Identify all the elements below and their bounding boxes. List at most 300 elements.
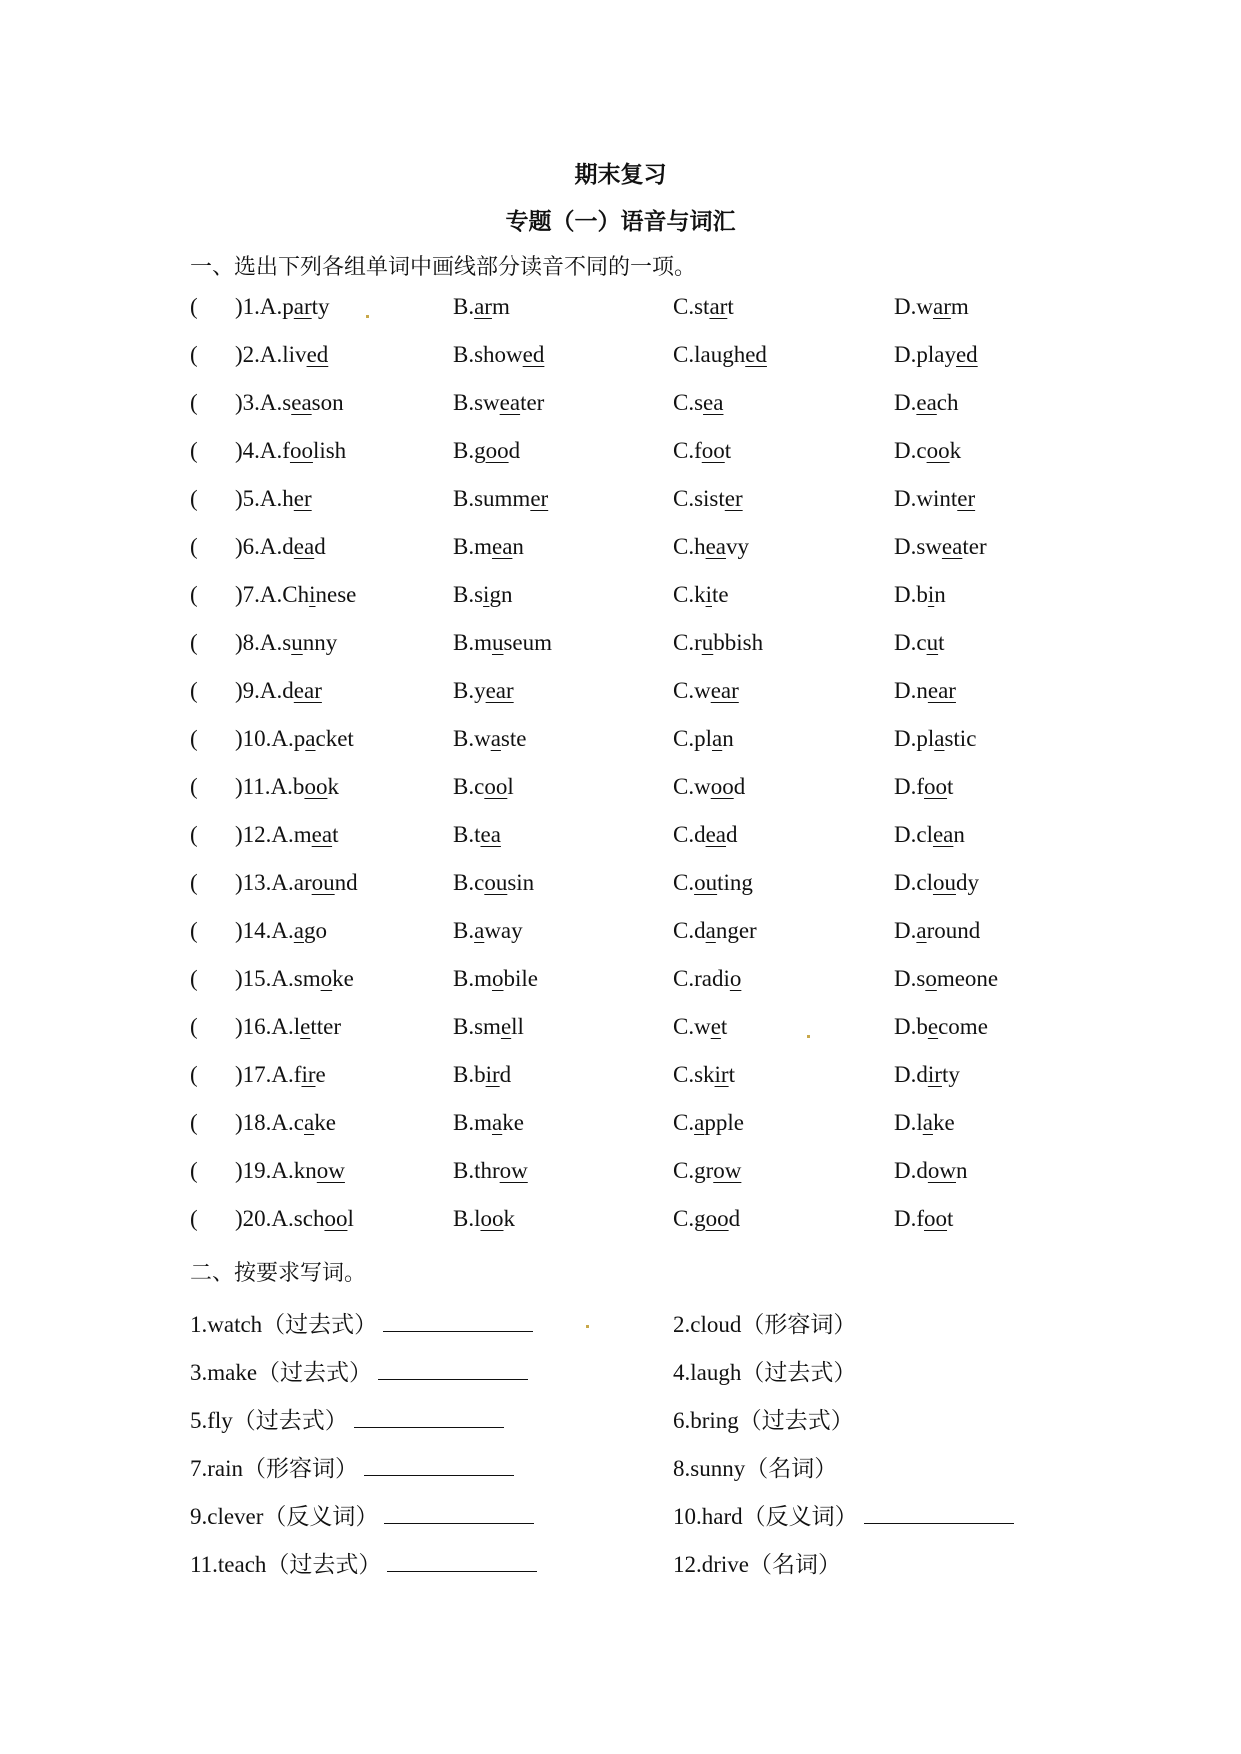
option-c [673,342,767,368]
option-ul: ir [714,1062,729,1087]
option-c [673,1110,744,1136]
option-b [453,582,512,608]
option-post: nese [315,582,357,607]
option-a [235,1014,341,1040]
option-pre: B.m [453,966,492,991]
word-task-label [190,1450,514,1483]
option-d [894,438,961,464]
option-pre: B.y [453,678,486,703]
option-pre: A.p [259,294,294,319]
option-pre: A.s [259,390,292,415]
option-pre: B.sm [453,1014,501,1039]
option-ul: ou [694,870,718,895]
option-post: come [938,1014,988,1039]
option-ul: ea [291,390,312,415]
word-task-label [673,1450,837,1483]
option-pre: A.m [271,822,312,847]
question-row [0,822,1241,852]
option-ul: e [500,1014,512,1039]
option-pre: C.h [673,534,706,559]
option-a [235,294,330,320]
option-pre: D.l [894,1110,923,1135]
option-b [453,390,544,416]
task-text: 5.fly（过去式） [190,1408,348,1433]
option-ul: e [927,1014,939,1039]
option-pre: C.d [673,822,706,847]
option-d [894,390,959,416]
option-ul: ed [745,342,767,367]
option-pre: D.c [894,630,927,655]
option-ul: ar [709,294,728,319]
option-ul: ow [713,1158,742,1183]
option-pre: D.b [894,1014,928,1039]
question-number: )20. [235,1206,272,1231]
option-ul: er [293,486,312,511]
option-pre: C. [673,870,695,895]
option-ul: e [300,1014,311,1039]
option-a [235,390,344,416]
option-pre: B.thr [453,1158,500,1183]
option-post: n [722,726,734,751]
option-post: nger [715,918,757,943]
document-subtitle: 专题（一）语音与词汇 [505,209,736,234]
answer-blank[interactable] [354,1407,504,1428]
option-a [235,438,346,464]
option-ul: er [724,486,743,511]
option-ul: ed [522,342,545,367]
option-pre: D.c [894,438,927,463]
answer-paren: ( [190,966,198,991]
option-ul: a [711,726,723,751]
option-post: nd [334,870,358,895]
answer-paren: ( [190,678,198,703]
answer-blank[interactable] [864,1503,1014,1524]
option-ul: ea [932,822,954,847]
option-pre: C.w [673,678,711,703]
option-c [673,870,753,896]
option-pre: B.b [453,1062,486,1087]
option-pre: D.s [894,966,926,991]
option-pre: D.pl [894,726,935,751]
option-d [894,1158,968,1184]
option-pre: A.kn [271,1158,317,1183]
option-ul: i [483,582,490,607]
option-post: t [720,1014,728,1039]
answer-paren: ( [190,534,198,559]
option-pre: B.g [453,438,486,463]
word-task-label [190,1306,533,1339]
answer-blank[interactable] [378,1359,528,1380]
task-text: 10.hard（反义词） [673,1504,858,1529]
option-pre: B.m [453,630,492,655]
option-a [235,342,328,368]
option-pre: A.h [259,486,294,511]
option-pre: D.cl [894,870,933,895]
question-row [0,294,1241,324]
question-number: )11. [235,774,271,799]
option-post: bbish [713,630,764,655]
option-pre: D. [894,390,917,415]
option-ul: u [926,630,939,655]
answer-paren: ( [190,630,198,655]
question-number: )18. [235,1110,272,1135]
question-row [0,1014,1241,1044]
option-d [894,822,965,848]
option-ul: oo [324,1206,348,1231]
option-ul: a [922,1110,933,1135]
option-pre: C.k [673,582,706,607]
question-number: )17. [235,1062,272,1087]
question-row [0,390,1241,420]
option-b [453,438,520,464]
option-post: lish [312,438,347,463]
question-number: )2. [235,342,260,367]
option-a [235,918,327,944]
task-text: 9.clever（反义词） [190,1504,379,1529]
answer-paren: ( [190,774,198,799]
option-ul: ea [499,390,521,415]
option-post: stic [944,726,977,751]
task-text: 3.make（过去式） [190,1360,373,1385]
option-post: n [953,822,965,847]
option-d [894,534,987,560]
option-ul: oo [924,774,948,799]
option-ul: ea [703,390,724,415]
option-ul: ir [301,1062,316,1087]
answer-blank[interactable] [364,1455,514,1476]
option-c [673,918,757,944]
word-task-label [673,1546,841,1579]
option-pre: A.b [270,774,305,799]
option-ul: i [309,582,316,607]
option-ul: oo [484,774,508,799]
option-ul: ea [705,822,727,847]
task-text: 11.teach（过去式） [190,1552,382,1577]
option-b [453,1110,524,1136]
question-number: )14. [235,918,272,943]
option-post: seum [503,630,553,655]
option-pre: D.play [894,342,956,367]
question-row [0,1062,1241,1092]
option-pre: A.sch [271,1206,325,1231]
option-c [673,438,731,464]
option-post: n [934,582,946,607]
option-ul: oo [701,438,725,463]
option-post: k [949,438,962,463]
option-post: ty [941,1062,960,1087]
option-ul: ea [941,534,963,559]
option-a [235,726,354,752]
option-ul: ear [710,678,739,703]
option-pre: C.st [673,294,710,319]
option-pre: A.liv [259,342,307,367]
option-d [894,294,969,320]
option-c [673,1206,740,1232]
option-a [235,1062,326,1088]
option-pre: A.l [271,1014,301,1039]
question-row [0,630,1241,660]
question-row [0,1110,1241,1140]
option-b [453,1062,511,1088]
question-row [0,726,1241,756]
option-pre: B.c [453,774,485,799]
question-row [0,486,1241,516]
option-pre: A.p [271,726,306,751]
question-number: )12. [235,822,272,847]
option-ul: ar [474,294,492,319]
option-ul: ear [485,678,514,703]
option-ul: a [694,1110,705,1135]
option-b [453,630,552,656]
answer-paren: ( [190,1206,198,1231]
option-post: ke [332,966,354,991]
option-ul: o [729,966,742,991]
option-b [453,678,514,704]
option-c [673,1158,741,1184]
option-ul: i [705,582,712,607]
option-pre: B.sw [453,390,500,415]
answer-paren: ( [190,294,198,319]
option-post: ch [936,390,959,415]
option-post: l [507,774,514,799]
option-ul: oo [304,774,328,799]
option-post: ke [932,1110,955,1135]
option-post: t [938,630,945,655]
answer-paren: ( [190,342,198,367]
word-task-label [673,1306,856,1339]
option-ul: ear [293,678,322,703]
question-row [0,534,1241,564]
option-ul: ea [491,534,513,559]
answer-paren: ( [190,726,198,751]
option-post: k [327,774,339,799]
option-c [673,1014,727,1040]
option-pre: B.t [453,822,481,847]
option-ul: u [291,630,303,655]
option-pre: C.g [673,1206,706,1231]
option-pre: B.c [453,870,485,895]
option-pre: C.s [673,390,704,415]
option-pre: D.wint [894,486,958,511]
option-d [894,342,978,368]
option-pre: D.b [894,582,928,607]
option-d [894,678,956,704]
option-ul: ar [932,294,951,319]
option-pre: C.r [673,630,702,655]
option-post: dy [955,870,979,895]
option-pre: A.d [259,678,294,703]
option-c [673,678,739,704]
option-c [673,774,745,800]
question-number: )8. [235,630,260,655]
question-number: )10. [235,726,272,751]
option-pre: C.d [673,918,706,943]
question-row [0,582,1241,612]
option-a [235,486,312,512]
question-number: )7. [235,582,260,607]
option-b [453,726,526,752]
option-ul: a [934,726,945,751]
option-post: go [304,918,328,943]
option-pre: D.d [894,1062,928,1087]
option-a [235,774,339,800]
option-d [894,1206,953,1232]
option-ul: u [701,630,714,655]
option-pre: A.d [259,534,294,559]
question-number: )9. [235,678,260,703]
option-pre: A.Ch [259,582,310,607]
option-post: te [711,582,729,607]
option-pre: A.s [259,630,292,655]
option-ul: a [916,918,927,943]
option-ul: oo [710,774,734,799]
option-pre: B. [453,918,475,943]
option-pre: A.f [259,438,290,463]
option-pre: C.sist [673,486,725,511]
option-ul: ou [932,870,956,895]
option-ul: a [490,726,501,751]
option-ul: ow [499,1158,528,1183]
task-text: 7.rain（形容词） [190,1456,359,1481]
option-pre: A.f [271,1062,302,1087]
answer-paren: ( [190,1158,198,1183]
option-post: nny [302,630,338,655]
option-ul: oo [705,1206,729,1231]
option-post: t [724,438,732,463]
option-c [673,582,729,608]
question-number: )3. [235,390,260,415]
option-post: d [726,822,738,847]
option-c [673,486,743,512]
document-title: 期末复习 [574,162,667,187]
option-post: way [484,918,523,943]
option-d [894,1110,955,1136]
option-ul: ar [293,294,312,319]
question-number: )6. [235,534,260,559]
option-ul: er [957,486,976,511]
option-a [235,966,354,992]
option-ul: a [491,1110,503,1135]
option-b [453,486,548,512]
option-pre: D.sw [894,534,942,559]
option-ul: ow [927,1158,956,1183]
option-post: ste [500,726,527,751]
answer-paren: ( [190,486,198,511]
option-post: meone [936,966,999,991]
word-task-label [190,1546,537,1579]
option-pre: A.sm [271,966,321,991]
option-ul: e [710,1014,721,1039]
option-post: gn [489,582,513,607]
option-ul: a [305,726,316,751]
answer-paren: ( [190,1110,198,1135]
option-a [235,630,337,656]
answer-paren: ( [190,870,198,895]
option-d [894,918,980,944]
option-post: t [947,1206,954,1231]
option-post: ter [520,390,545,415]
option-d [894,486,975,512]
answer-blank[interactable] [387,1551,537,1572]
section2-heading: 二、按要求写词。 [190,1260,367,1285]
word-task-label [673,1498,1014,1531]
option-post: sin [507,870,535,895]
option-pre: D. [894,918,917,943]
option-ul: ir [927,1062,942,1087]
option-pre: D.n [894,678,928,703]
option-ul: ow [316,1158,345,1183]
option-pre: C. [673,1110,695,1135]
option-ul: oo [480,1206,504,1231]
option-a [235,822,338,848]
option-c [673,1062,735,1088]
option-pre: C.radi [673,966,730,991]
option-post: ty [311,294,330,319]
option-post: ll [511,1014,524,1039]
option-post: round [926,918,981,943]
option-post: ting [717,870,753,895]
option-post: bile [503,966,538,991]
option-b [453,966,538,992]
task-text: 6.bring（过去式） [673,1408,854,1433]
option-d [894,726,976,752]
option-b [453,1158,528,1184]
question-row [0,342,1241,372]
question-number: )13. [235,870,272,895]
option-ul: ear [927,678,956,703]
answer-blank[interactable] [383,1311,533,1332]
option-b [453,294,510,320]
option-pre: C.sk [673,1062,715,1087]
option-d [894,630,944,656]
option-ul: ea [916,390,937,415]
option-ul: ou [484,870,508,895]
option-post: n [956,1158,968,1183]
option-d [894,1014,988,1040]
option-pre: D.d [894,1158,928,1183]
option-pre: B.m [453,1110,492,1135]
option-ul: ea [705,534,727,559]
option-ul: ir [485,1062,500,1087]
option-b [453,918,523,944]
option-pre: B.s [453,582,484,607]
option-pre: A.c [271,1110,304,1135]
question-row [0,966,1241,996]
answer-paren: ( [190,918,198,943]
option-pre: C.pl [673,726,712,751]
option-pre: D.cl [894,822,933,847]
option-ul: ed [306,342,329,367]
option-post: t [332,822,339,847]
option-post: d [499,1062,512,1087]
option-ul: o [320,966,333,991]
option-d [894,582,946,608]
option-a [235,1206,354,1232]
option-post: ter [962,534,987,559]
option-c [673,822,738,848]
option-d [894,1062,960,1088]
answer-paren: ( [190,822,198,847]
question-number: )16. [235,1014,272,1039]
answer-blank[interactable] [384,1503,534,1524]
task-text: 4.laugh（过去式） [673,1360,857,1385]
option-b [453,870,534,896]
word-task-label [190,1354,528,1387]
option-post: t [947,774,954,799]
decorative-dot [586,1325,589,1328]
option-ul: ea [480,822,501,847]
answer-paren: ( [190,1014,198,1039]
